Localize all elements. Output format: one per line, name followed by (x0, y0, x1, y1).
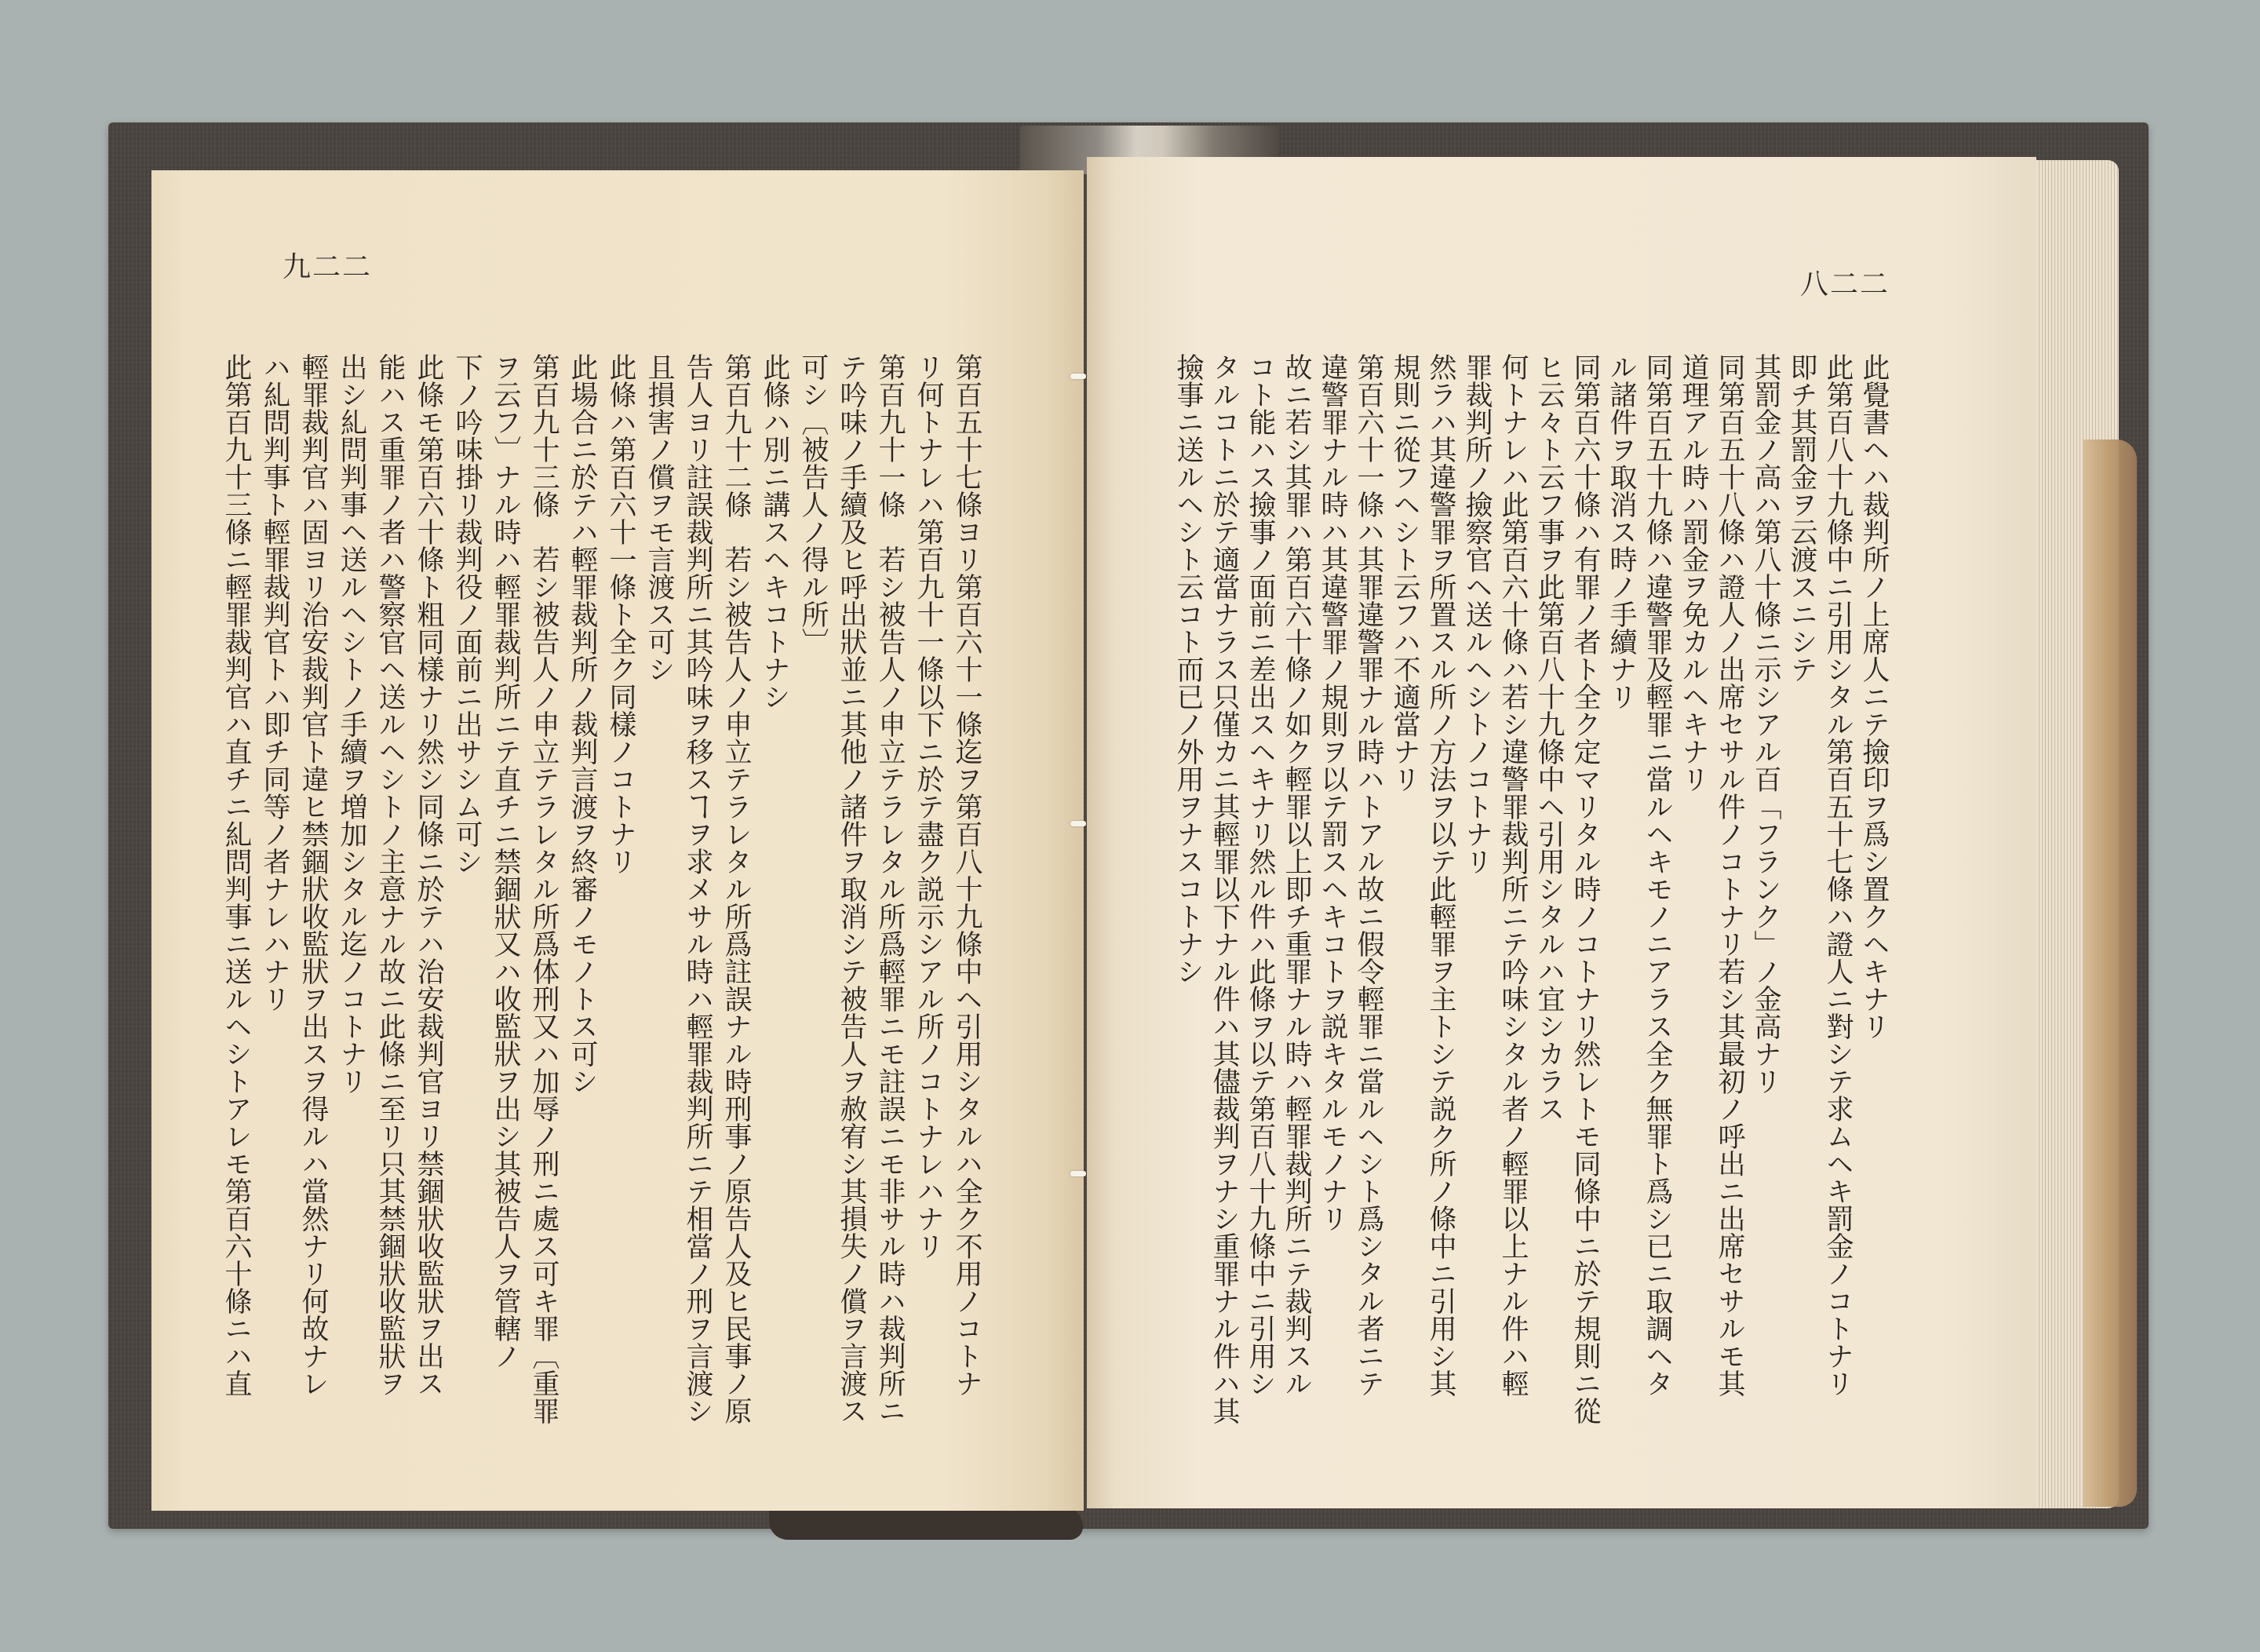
text-line: 同第百五十八條ハ證人ノ出席セサル件ノコトナリ若シ其最初ノ呼出ニ出席セサルモ其 (1714, 353, 1745, 1397)
text-line: 此場合ニ於テハ輕罪裁判所ノ裁判言渡ヲ終審ノモノトス可シ (567, 353, 598, 1095)
text-line: 第百五十七條ヨリ第百六十一條迄ヲ第百八十九條中ヘ引用シタルハ全ク不用ノコトナ (951, 353, 982, 1397)
text-line: 此第百九十三條ニ輕罪裁判官ハ直チニ糺問判事ニ送ルヘシトアレモ第百六十條ニハ直 (221, 353, 252, 1397)
text-line: 出シ糺問判事ヘ送ルヘシトノ手續ヲ増加シタル迄ノコトナリ (336, 353, 367, 1095)
text-line: 同第百五十九條ハ違警罪及輕罪ニ當ルヘキモノニアラス全ク無罪ト爲シ已ニ取調ヘタ (1642, 353, 1673, 1397)
text-line: 此條ハ第百六十一條ト全ク同樣ノコトナリ (605, 353, 636, 875)
text-line: ヲ云フ〕ナル時ハ輕罪裁判所ニテ直チニ禁錮狀又ハ收監狀ヲ出シ其被告人ヲ管轄ノ (490, 353, 521, 1369)
text-line: 此第百八十九條中ニ引用シタル第百五十七條ハ證人ニ對シテ求ムヘキ罰金ノコトナリ (1822, 353, 1854, 1397)
text-line: タルコトニ於テ適當ナラス只僅カニ其輕罪以下ナル件ハ其儘裁判ヲナシ重罪ナル件ハ其 (1208, 353, 1240, 1424)
page-number-left: 九二二 (282, 251, 373, 283)
binding-stitch (1070, 821, 1086, 826)
text-line: 罪裁判所ノ撿察官ヘ送ルヘシトノコトナリ (1461, 353, 1493, 875)
text-line: 且損害ノ償ヲモ言渡ス可シ (643, 353, 675, 683)
text-line: 下ノ吟味掛リ裁判役ノ面前ニ出サシム可シ (451, 353, 483, 875)
text-line: リ何トナレハ第百九十一條以下ニ於テ盡ク説示シアル所ノコトナレハナリ (913, 353, 944, 1260)
page-edge-stain (2083, 439, 2137, 1507)
right-page-text (1170, 353, 1892, 1452)
text-line: 第百九十二條 若シ被告人ノ申立テラレタル所爲註誤ナル時刑事ノ原告人及ヒ民事ノ原 (720, 353, 752, 1424)
left-page-text (217, 353, 986, 1452)
text-line: コト能ハス撿事ノ面前ニ差出スヘキナリ然ル件ハ此條ヲ以テ第百八十九條中ニ引用シ (1245, 353, 1276, 1397)
text-line: 即チ其罰金ヲ云渡スニシテ (1786, 353, 1817, 683)
text-line: ル諸件ヲ取消ス時ノ手續ナリ (1606, 353, 1637, 710)
text-line: 其罰金ノ高ハ第八十條ニ示シアル百「フランク」ノ金高ナリ (1750, 353, 1781, 1095)
text-line: 然ラハ其違警罪ヲ所置スル所ノ方法ヲ以テ此輕罪ヲ主トシテ説ク所ノ條中ニ引用シ其 (1425, 353, 1456, 1397)
text-line: 此覺書ヘハ裁判所ノ上席人ニテ撿印ヲ爲シ置クヘキナリ (1858, 353, 1890, 1040)
page-number-right: 八二二 (1800, 268, 1890, 301)
text-line: 可シ〔被告人ノ得ル所〕 (797, 353, 829, 655)
text-line: 道理アル時ハ罰金ヲ免カルヘキナリ (1678, 353, 1709, 793)
text-line: 何トナレハ此第百六十條ハ若シ違警罪裁判所ニテ吟味シタル者ノ輕罪以上ナル件ハ輕 (1497, 353, 1529, 1397)
text-line: 同第百六十條ハ有罪ノ者ト全ク定マリタル時ノコトナリ然レトモ同條中ニ於テ規則ニ從 (1569, 353, 1601, 1424)
text-line: 故ニ若シ其罪ハ第百六十條ノ如ク輕罪以上即チ重罪ナル時ハ輕罪裁判所ニテ裁判スル (1281, 353, 1312, 1397)
text-line: 第百九十一條 若シ被告人ノ申立テラレタル所爲輕罪ニモ註誤ニモ非サル時ハ裁判所ニ (874, 353, 906, 1424)
text-line: 能ハス重罪ノ者ハ警察官ヘ送ルヘシトノ主意ナル故ニ此條ニ至リ只其禁錮狀收監狀ヲ (374, 353, 406, 1397)
text-line: 告人ヨリ註誤裁判所ニ其吟味ヲ移スヿヲ求メサル時ハ輕罪裁判所ニテ相當ノ刑ヲ言渡シ (682, 353, 713, 1424)
binding-stitch (1070, 1171, 1086, 1176)
binding-stitch (1070, 374, 1086, 379)
text-line: 輕罪裁判官ハ固ヨリ治安裁判官ト違ヒ禁錮狀收監狀ヲ出スヲ得ルハ當然ナリ何故ナレ (297, 353, 329, 1397)
text-line: 第百六十一條ハ其罪違警罪ナル時ハトアル故ニ假令輕罪ニ當ルヘシト爲シタル者ニテ (1353, 353, 1384, 1397)
text-line: 此條ハ別ニ講スヘキコトナシ (759, 353, 790, 710)
text-line: 此條モ第百六十條ト粗同樣ナリ然シ同條ニ於テハ治安裁判官ヨリ禁錮狀收監狀ヲ出ス (413, 353, 444, 1397)
text-line: ヒ云々ト云フ事ヲ此第百八十九條中ヘ引用シタルハ宜シカラス (1533, 353, 1565, 1122)
text-line: 規則ニ從フヘシト云フハ不適當ナリ (1389, 353, 1420, 793)
text-line: ハ糺問判事ト輕罪裁判官トハ即チ同等ノ者ナレハナリ (259, 353, 290, 1012)
text-line: テ吟味ノ手續及ヒ呼出狀並ニ其他ノ諸件ヲ取消シテ被告人ヲ赦宥シ其損失ノ償ヲ言渡ス (836, 353, 867, 1424)
text-line: 第百九十三條 若シ被告人ノ申立テラレタル所爲体刑又ハ加辱ノ刑ニ處ス可キ罪〔重罪 (528, 353, 560, 1424)
text-line: 違警罪ナル時ハ其違警罪ノ規則ヲ以テ罰スヘキコトヲ説キタルモノナリ (1317, 353, 1348, 1232)
text-line: 撿事ニ送ルヘシト云コト而已ノ外用ヲナスコトナシ (1172, 353, 1204, 985)
